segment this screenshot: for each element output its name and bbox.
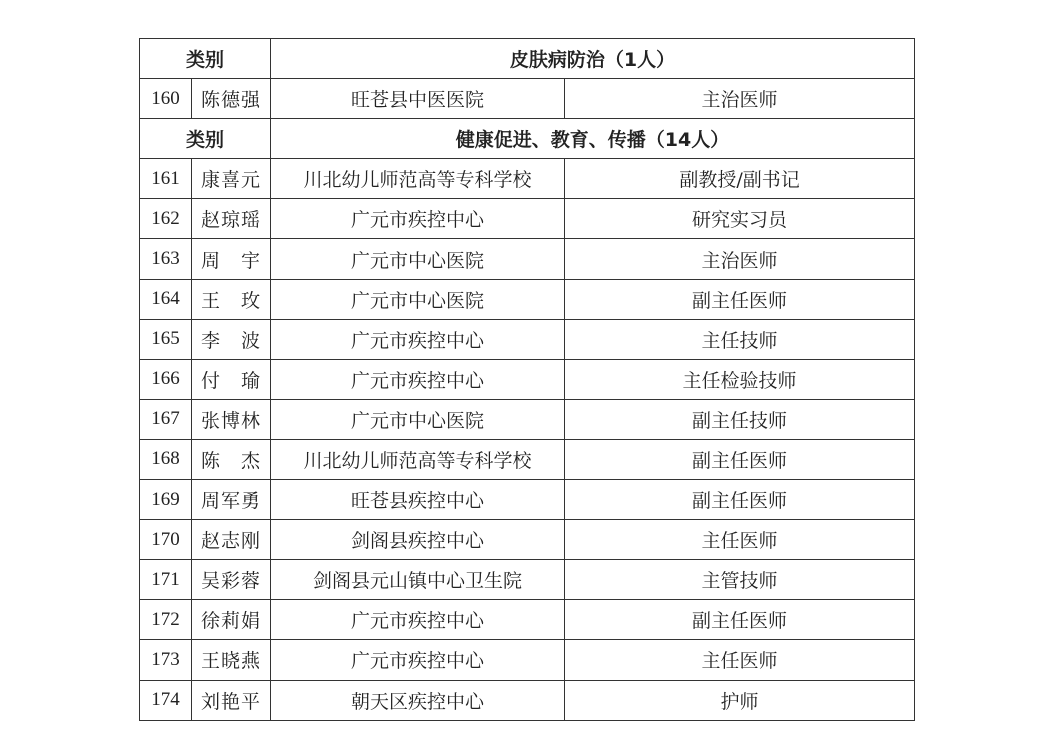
row-number: 169 — [140, 480, 192, 520]
row-number: 168 — [140, 439, 192, 479]
person-name: 刘艳平 — [192, 680, 271, 720]
table-row — [140, 399, 915, 439]
row-number: 170 — [140, 520, 192, 560]
section-title: 皮肤病防治（1人） — [271, 39, 915, 79]
person-name: 周军勇 — [192, 480, 271, 520]
job-title: 副教授/副书记 — [565, 159, 915, 199]
work-unit: 广元市中心医院 — [271, 239, 565, 279]
person-name: 张博林 — [192, 399, 271, 439]
table-row — [140, 319, 915, 359]
job-title: 主任医师 — [565, 520, 915, 560]
job-title: 护师 — [565, 680, 915, 720]
job-title: 主管技师 — [565, 560, 915, 600]
person-name: 李 波 — [192, 319, 271, 359]
category-label: 类别 — [140, 39, 271, 79]
person-name: 周 宇 — [192, 239, 271, 279]
job-title: 主治医师 — [565, 79, 915, 119]
row-number: 163 — [140, 239, 192, 279]
table-row — [140, 159, 915, 199]
work-unit: 旺苍县中医医院 — [271, 79, 565, 119]
row-number: 164 — [140, 279, 192, 319]
person-name: 王晓燕 — [192, 640, 271, 680]
table-row — [140, 520, 915, 560]
table-row — [140, 560, 915, 600]
table-row — [140, 279, 915, 319]
job-title: 主任检验技师 — [565, 359, 915, 399]
person-name: 陈德强 — [192, 79, 271, 119]
row-number: 166 — [140, 359, 192, 399]
work-unit: 朝天区疾控中心 — [271, 680, 565, 720]
table-row — [140, 640, 915, 680]
job-title: 副主任技师 — [565, 399, 915, 439]
table-row — [140, 359, 915, 399]
personnel-table-body — [140, 39, 915, 721]
job-title: 副主任医师 — [565, 279, 915, 319]
row-number: 174 — [140, 680, 192, 720]
work-unit: 川北幼儿师范高等专科学校 — [271, 159, 565, 199]
person-name: 陈 杰 — [192, 439, 271, 479]
work-unit: 广元市中心医院 — [271, 399, 565, 439]
row-number: 160 — [140, 79, 192, 119]
work-unit: 剑阁县元山镇中心卫生院 — [271, 560, 565, 600]
person-name: 赵志刚 — [192, 520, 271, 560]
section-header-row — [140, 119, 915, 159]
row-number: 167 — [140, 399, 192, 439]
table-row — [140, 79, 915, 119]
section-title: 健康促进、教育、传播（14人） — [271, 119, 915, 159]
table-row — [140, 439, 915, 479]
work-unit: 广元市疾控中心 — [271, 640, 565, 680]
row-number: 173 — [140, 640, 192, 680]
work-unit: 广元市疾控中心 — [271, 600, 565, 640]
job-title: 研究实习员 — [565, 199, 915, 239]
person-name: 吴彩蓉 — [192, 560, 271, 600]
work-unit: 剑阁县疾控中心 — [271, 520, 565, 560]
work-unit: 广元市中心医院 — [271, 279, 565, 319]
work-unit: 川北幼儿师范高等专科学校 — [271, 439, 565, 479]
job-title: 副主任医师 — [565, 600, 915, 640]
job-title: 主任技师 — [565, 319, 915, 359]
work-unit: 广元市疾控中心 — [271, 319, 565, 359]
work-unit: 广元市疾控中心 — [271, 359, 565, 399]
person-name: 赵琼瑶 — [192, 199, 271, 239]
table-row — [140, 199, 915, 239]
row-number: 172 — [140, 600, 192, 640]
table-row — [140, 600, 915, 640]
row-number: 171 — [140, 560, 192, 600]
row-number: 162 — [140, 199, 192, 239]
job-title: 副主任医师 — [565, 439, 915, 479]
row-number: 161 — [140, 159, 192, 199]
row-number: 165 — [140, 319, 192, 359]
section-header-row — [140, 39, 915, 79]
work-unit: 旺苍县疾控中心 — [271, 480, 565, 520]
table-row — [140, 680, 915, 720]
person-name: 王 玫 — [192, 279, 271, 319]
job-title: 副主任医师 — [565, 480, 915, 520]
job-title: 主治医师 — [565, 239, 915, 279]
person-name: 康喜元 — [192, 159, 271, 199]
person-name: 付 瑜 — [192, 359, 271, 399]
category-label: 类别 — [140, 119, 271, 159]
table-row — [140, 480, 915, 520]
person-name: 徐莉娟 — [192, 600, 271, 640]
work-unit: 广元市疾控中心 — [271, 199, 565, 239]
table-row — [140, 239, 915, 279]
job-title: 主任医师 — [565, 640, 915, 680]
personnel-table — [139, 38, 915, 721]
